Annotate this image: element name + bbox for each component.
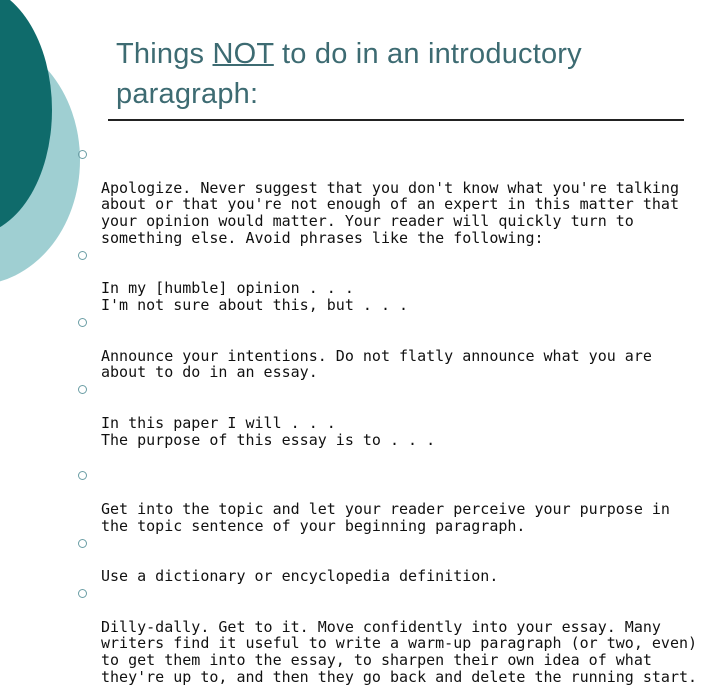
bullet-text: Use a dictionary or encyclopedia definition. bbox=[101, 567, 499, 586]
title-divider bbox=[108, 119, 684, 121]
bullet-item bbox=[78, 467, 698, 534]
bullet-text: Get into the topic and let your reader perceive your purpose in the topic sentence of your beginning paragraph. bbox=[101, 499, 670, 535]
bullet-circle-icon bbox=[78, 318, 87, 327]
bullet-item bbox=[78, 314, 698, 381]
bullet-circle-icon bbox=[78, 589, 87, 598]
bullet-circle-icon bbox=[78, 251, 87, 260]
bullet-item bbox=[78, 247, 698, 314]
bullet-list bbox=[78, 146, 698, 686]
bullet-circle-icon bbox=[78, 385, 87, 394]
bullet-text: Apologize. Never suggest that you don't know what you're talking about or that you're not enough of an expert in this matter that your opinion would matter. Your reader will quickly turn to something else. Avoid phrases like the following: bbox=[101, 178, 679, 247]
bullet-circle-icon bbox=[78, 471, 87, 480]
bullet-item bbox=[78, 146, 698, 247]
bullet-text: Announce your intentions. Do not flatly announce what you are about to do in an essay. bbox=[101, 346, 652, 382]
bullet-item bbox=[78, 381, 698, 448]
bullet-item bbox=[78, 535, 698, 585]
title-emphasis: NOT bbox=[212, 38, 274, 70]
bullet-text: In my [humble] opinion . . . I'm not sure about this, but . . . bbox=[101, 279, 409, 315]
bullet-text: Dilly-dally. Get to it. Move confidently into your essay. Many writers find it useful to write a warm-up paragraph (or two, even) to get them into the essay, to sharpen their own idea of what they're up to, and then they go back and delete the running start. bbox=[101, 617, 698, 686]
slide-title: Things NOT to do in an introductory paragraph: bbox=[116, 38, 582, 110]
bullet-circle-icon bbox=[78, 150, 87, 159]
bullet-item bbox=[78, 585, 698, 686]
bullet-text: In this paper I will . . . The purpose of this essay is to . . . bbox=[101, 413, 436, 449]
